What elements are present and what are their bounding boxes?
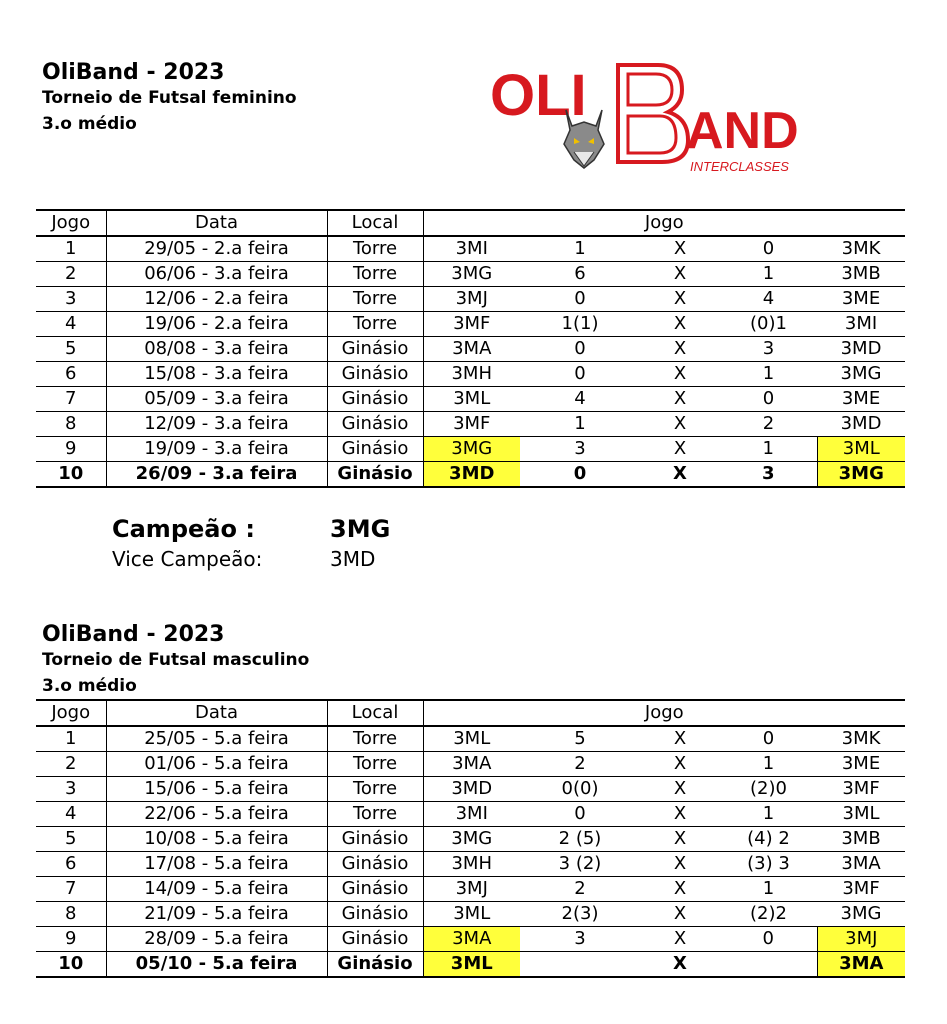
masculino-games-table (36, 699, 905, 978)
table-row (36, 802, 905, 827)
fem-grade: 3.o médio (42, 114, 137, 134)
home-team: 3ML (423, 952, 520, 978)
away-score: 0 (720, 726, 817, 752)
table-row (36, 236, 905, 262)
game-venue: Ginásio (327, 362, 423, 387)
masc-grade: 3.o médio (42, 676, 137, 696)
table-row (36, 726, 905, 752)
game-number: 8 (36, 902, 106, 927)
home-team: 3MG (423, 262, 520, 287)
table-row (36, 902, 905, 927)
table-row (36, 927, 905, 952)
away-score: (0)1 (720, 312, 817, 337)
table-row (36, 852, 905, 877)
game-number: 8 (36, 412, 106, 437)
game-date: 01/06 - 5.a feira (106, 752, 327, 777)
home-score: 2 (520, 752, 640, 777)
versus-mark: X (640, 952, 720, 978)
table-row (36, 752, 905, 777)
game-date: 05/09 - 3.a feira (106, 387, 327, 412)
home-score: 0 (520, 802, 640, 827)
away-score: (3) 3 (720, 852, 817, 877)
col-header-local: Local (327, 700, 423, 726)
home-score: 0(0) (520, 777, 640, 802)
away-team: 3MF (817, 877, 905, 902)
home-score: 2(3) (520, 902, 640, 927)
game-date: 26/09 - 3.a feira (106, 462, 327, 488)
game-date: 14/09 - 5.a feira (106, 877, 327, 902)
home-team: 3ML (423, 726, 520, 752)
home-score: 1 (520, 236, 640, 262)
home-score: 1(1) (520, 312, 640, 337)
game-date: 21/09 - 5.a feira (106, 902, 327, 927)
game-venue: Ginásio (327, 387, 423, 412)
home-score: 0 (520, 462, 640, 488)
away-team: 3ME (817, 287, 905, 312)
home-team: 3MA (423, 337, 520, 362)
versus-mark: X (640, 462, 720, 488)
home-score: 2 (5) (520, 827, 640, 852)
game-number: 2 (36, 262, 106, 287)
home-score: 0 (520, 287, 640, 312)
away-score: 1 (720, 802, 817, 827)
versus-mark: X (640, 236, 720, 262)
versus-mark: X (640, 877, 720, 902)
versus-mark: X (640, 312, 720, 337)
game-number: 6 (36, 362, 106, 387)
game-venue: Torre (327, 802, 423, 827)
game-venue: Ginásio (327, 462, 423, 488)
home-team: 3ML (423, 902, 520, 927)
home-score: 3 (2) (520, 852, 640, 877)
versus-mark: X (640, 802, 720, 827)
champion-label: Campeão : (112, 515, 255, 543)
away-score: 1 (720, 262, 817, 287)
game-date: 08/08 - 3.a feira (106, 337, 327, 362)
away-score: 0 (720, 236, 817, 262)
game-number: 3 (36, 777, 106, 802)
away-team: 3MB (817, 827, 905, 852)
game-number: 5 (36, 827, 106, 852)
table-row (36, 777, 905, 802)
game-date: 17/08 - 5.a feira (106, 852, 327, 877)
home-team: 3MF (423, 412, 520, 437)
home-score: 3 (520, 437, 640, 462)
away-score: (2)2 (720, 902, 817, 927)
home-score: 3 (520, 927, 640, 952)
away-team: 3MF (817, 777, 905, 802)
game-venue: Ginásio (327, 412, 423, 437)
away-team: 3MB (817, 262, 905, 287)
versus-mark: X (640, 927, 720, 952)
away-score: 0 (720, 387, 817, 412)
game-number: 6 (36, 852, 106, 877)
game-number: 9 (36, 927, 106, 952)
away-team: 3MD (817, 412, 905, 437)
home-score (520, 952, 640, 978)
away-team: 3ML (817, 437, 905, 462)
away-score (720, 952, 817, 978)
versus-mark: X (640, 852, 720, 877)
versus-mark: X (640, 412, 720, 437)
game-number: 7 (36, 877, 106, 902)
game-number: 7 (36, 387, 106, 412)
game-venue: Ginásio (327, 877, 423, 902)
home-team: 3MG (423, 437, 520, 462)
home-score: 0 (520, 337, 640, 362)
game-venue: Torre (327, 262, 423, 287)
home-team: 3ML (423, 387, 520, 412)
game-number: 4 (36, 312, 106, 337)
home-team: 3MJ (423, 287, 520, 312)
versus-mark: X (640, 262, 720, 287)
game-venue: Ginásio (327, 852, 423, 877)
logo-text-interclasses: INTERCLASSES (690, 159, 789, 174)
game-venue: Ginásio (327, 827, 423, 852)
versus-mark: X (640, 287, 720, 312)
game-date: 05/10 - 5.a feira (106, 952, 327, 978)
away-team: 3ME (817, 387, 905, 412)
logo-text-and: AND (686, 102, 799, 160)
game-number: 4 (36, 802, 106, 827)
away-team: 3MG (817, 462, 905, 488)
table-row (36, 362, 905, 387)
away-team: 3ML (817, 802, 905, 827)
fem-subtitle: Torneio de Futsal feminino (42, 88, 297, 108)
home-score: 5 (520, 726, 640, 752)
versus-mark: X (640, 362, 720, 387)
home-team: 3MD (423, 462, 520, 488)
home-score: 6 (520, 262, 640, 287)
game-venue: Torre (327, 777, 423, 802)
versus-mark: X (640, 752, 720, 777)
away-team: 3MA (817, 852, 905, 877)
away-score: 1 (720, 877, 817, 902)
game-date: 25/05 - 5.a feira (106, 726, 327, 752)
table-row (36, 287, 905, 312)
away-score: 1 (720, 437, 817, 462)
feminino-games-table (36, 209, 905, 488)
away-team: 3MJ (817, 927, 905, 952)
vice-champion-value: 3MD (330, 547, 376, 571)
game-date: 06/06 - 3.a feira (106, 262, 327, 287)
game-date: 12/09 - 3.a feira (106, 412, 327, 437)
table-row (36, 337, 905, 362)
home-team: 3MH (423, 362, 520, 387)
game-venue: Ginásio (327, 437, 423, 462)
home-team: 3MJ (423, 877, 520, 902)
table-row (36, 437, 905, 462)
away-team: 3ME (817, 752, 905, 777)
col-header-match: Jogo (423, 210, 905, 236)
away-team: 3MD (817, 337, 905, 362)
away-team: 3MK (817, 726, 905, 752)
game-number: 9 (36, 437, 106, 462)
versus-mark: X (640, 827, 720, 852)
versus-mark: X (640, 387, 720, 412)
table-row (36, 877, 905, 902)
col-header-local: Local (327, 210, 423, 236)
home-team: 3MA (423, 752, 520, 777)
col-header-jogo: Jogo (36, 210, 106, 236)
game-number: 1 (36, 726, 106, 752)
away-score: 4 (720, 287, 817, 312)
away-score: (4) 2 (720, 827, 817, 852)
versus-mark: X (640, 777, 720, 802)
game-number: 10 (36, 462, 106, 488)
game-venue: Ginásio (327, 902, 423, 927)
oliband-logo (490, 60, 830, 180)
table-row (36, 262, 905, 287)
home-score: 2 (520, 877, 640, 902)
game-date: 12/06 - 2.a feira (106, 287, 327, 312)
masc-title: OliBand - 2023 (42, 622, 225, 647)
col-header-data: Data (106, 210, 327, 236)
game-number: 10 (36, 952, 106, 978)
game-venue: Torre (327, 312, 423, 337)
game-date: 15/06 - 5.a feira (106, 777, 327, 802)
home-team: 3MH (423, 852, 520, 877)
masc-subtitle: Torneio de Futsal masculino (42, 650, 310, 670)
home-team: 3MI (423, 236, 520, 262)
away-score: (2)0 (720, 777, 817, 802)
table-row (36, 412, 905, 437)
game-number: 1 (36, 236, 106, 262)
game-date: 10/08 - 5.a feira (106, 827, 327, 852)
away-score: 3 (720, 462, 817, 488)
col-header-match: Jogo (423, 700, 905, 726)
col-header-jogo: Jogo (36, 700, 106, 726)
game-date: 19/09 - 3.a feira (106, 437, 327, 462)
table-row (36, 312, 905, 337)
game-date: 28/09 - 5.a feira (106, 927, 327, 952)
game-number: 2 (36, 752, 106, 777)
fem-title: OliBand - 2023 (42, 60, 225, 85)
home-score: 0 (520, 362, 640, 387)
versus-mark: X (640, 337, 720, 362)
away-score: 1 (720, 362, 817, 387)
versus-mark: X (640, 437, 720, 462)
table-row (36, 827, 905, 852)
home-team: 3MA (423, 927, 520, 952)
table-row (36, 952, 905, 978)
away-team: 3MG (817, 902, 905, 927)
game-venue: Torre (327, 287, 423, 312)
home-score: 4 (520, 387, 640, 412)
home-team: 3MG (423, 827, 520, 852)
game-number: 3 (36, 287, 106, 312)
away-score: 0 (720, 927, 817, 952)
game-venue: Ginásio (327, 337, 423, 362)
home-team: 3MI (423, 802, 520, 827)
game-date: 19/06 - 2.a feira (106, 312, 327, 337)
logo-text-oli: OLI (490, 63, 587, 128)
game-date: 22/06 - 5.a feira (106, 802, 327, 827)
away-score: 1 (720, 752, 817, 777)
game-venue: Torre (327, 236, 423, 262)
home-team: 3MD (423, 777, 520, 802)
versus-mark: X (640, 902, 720, 927)
away-score: 3 (720, 337, 817, 362)
away-team: 3MI (817, 312, 905, 337)
champion-value: 3MG (330, 515, 391, 543)
game-venue: Ginásio (327, 927, 423, 952)
table-row (36, 462, 905, 488)
game-date: 29/05 - 2.a feira (106, 236, 327, 262)
home-team: 3MF (423, 312, 520, 337)
game-number: 5 (36, 337, 106, 362)
away-score: 2 (720, 412, 817, 437)
versus-mark: X (640, 726, 720, 752)
game-venue: Ginásio (327, 952, 423, 978)
game-venue: Torre (327, 726, 423, 752)
away-team: 3MA (817, 952, 905, 978)
table-row (36, 387, 905, 412)
game-date: 15/08 - 3.a feira (106, 362, 327, 387)
col-header-data: Data (106, 700, 327, 726)
away-team: 3MK (817, 236, 905, 262)
home-score: 1 (520, 412, 640, 437)
vice-champion-label: Vice Campeão: (112, 547, 263, 571)
away-team: 3MG (817, 362, 905, 387)
game-venue: Torre (327, 752, 423, 777)
